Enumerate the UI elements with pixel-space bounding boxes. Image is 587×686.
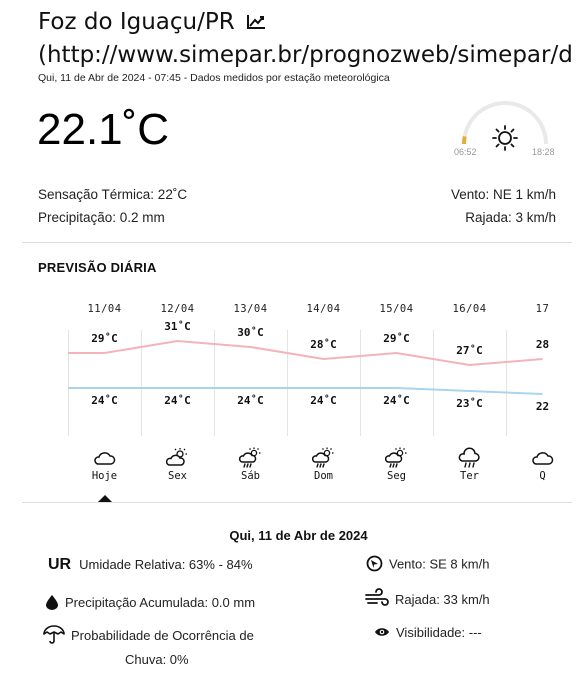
sun-icon [493,126,517,150]
day-date: 17 [535,303,550,315]
detail-wind-row [366,555,489,575]
drop-icon [45,594,59,613]
wind: Vento: NE 1 km/h [450,187,556,202]
eye-icon [374,626,390,641]
sun-rain-cloud-icon [238,447,262,469]
day-date: 14/04 [306,303,341,315]
sunset-time: 18:28 [532,147,555,157]
day-column[interactable] [360,296,433,492]
rain-prob-value: Chuva: 0% [125,652,189,667]
precip-acc-row [45,594,255,613]
day-min-temp: 24˚C [383,394,410,407]
day-column[interactable] [141,296,214,492]
day-column[interactable] [287,296,360,492]
umbrella-icon [43,625,65,648]
detail-date: Qui, 11 de Abr de 2024 [229,528,368,543]
day-name: Ter [460,470,479,482]
day-name: Seg [387,470,406,482]
day-date: 11/04 [87,303,122,315]
day-name: Q [539,470,546,482]
daily-forecast-title: PREVISÃO DIÁRIA [38,260,157,275]
divider [22,502,572,503]
humidity-value: Umidade Relativa: 63% - 84% [79,557,253,572]
day-max-temp: 30˚C [237,326,264,339]
day-max-temp: 28 [535,338,550,351]
day-max-temp: 29˚C [383,332,410,345]
detail-gust-value: Rajada: 33 km/h [395,591,490,607]
sun-rain-cloud-icon [384,447,408,469]
sunrise-time: 06:52 [454,147,477,157]
cloud-icon [530,447,554,469]
day-min-temp: 22 [535,400,550,413]
day-column[interactable] [214,296,287,492]
compass-icon [366,555,383,575]
day-name: Dom [314,470,333,482]
precip-acc-value: Precipitação Acumulada: 0.0 mm [65,594,256,610]
day-min-temp: 24˚C [237,394,264,407]
day-min-temp: 24˚C [310,394,337,407]
detail-gust-row [365,591,490,610]
selected-day-pointer [98,495,112,502]
day-column[interactable] [506,296,579,492]
day-min-temp: 24˚C [91,394,118,407]
rain-cloud-icon [457,447,481,469]
visibility-value: Visibilidade: --- [396,625,482,640]
humidity-row [48,556,253,574]
day-max-temp: 28˚C [310,338,337,351]
day-date: 12/04 [160,303,195,315]
day-min-temp: 24˚C [164,394,191,407]
gust: Rajada: 3 km/h [465,210,556,225]
rain-prob-row [43,625,254,648]
day-date: 15/04 [379,303,414,315]
day-max-temp: 27˚C [456,344,483,357]
visibility-row [374,625,482,641]
detail-wind-value: Vento: SE 8 km/h [389,556,490,572]
wind-gust-icon [365,591,389,610]
precipitation: Precipitação: 0.2 mm [38,210,165,225]
daily-forecast [68,296,550,492]
day-max-temp: 31˚C [164,320,191,333]
day-max-temp: 29˚C [91,332,118,345]
rain-prob-label: Probabilidade de Ocorrência de [71,627,254,643]
day-name: Sáb [241,470,260,482]
day-name: Sex [168,470,187,482]
city-name: Foz do Iguaçu/PR [38,9,235,35]
divider [22,242,572,243]
current-temperature: 22.1˚C [37,105,170,154]
cloud-icon [92,447,116,469]
source-link[interactable]: (http://www.simepar.br/prognozweb/simepar/d [38,42,573,68]
day-date: 16/04 [452,303,487,315]
day-date: 13/04 [233,303,268,315]
measurement-meta: Qui, 11 de Abr de 2024 - 07:45 - Dados medidos por estação meteorológica [38,72,390,84]
feels-like: Sensação Térmica: 22˚C [38,187,188,202]
sun-rain-cloud-icon [311,447,335,469]
city-title [38,6,266,39]
day-min-temp: 23˚C [456,397,483,410]
day-column[interactable] [68,296,141,492]
humidity-badge: UR [48,556,72,573]
partly-cloudy-icon [165,447,189,469]
day-name: Hoje [91,470,118,482]
trend-chart-icon[interactable] [246,7,266,39]
day-column[interactable] [433,296,506,492]
